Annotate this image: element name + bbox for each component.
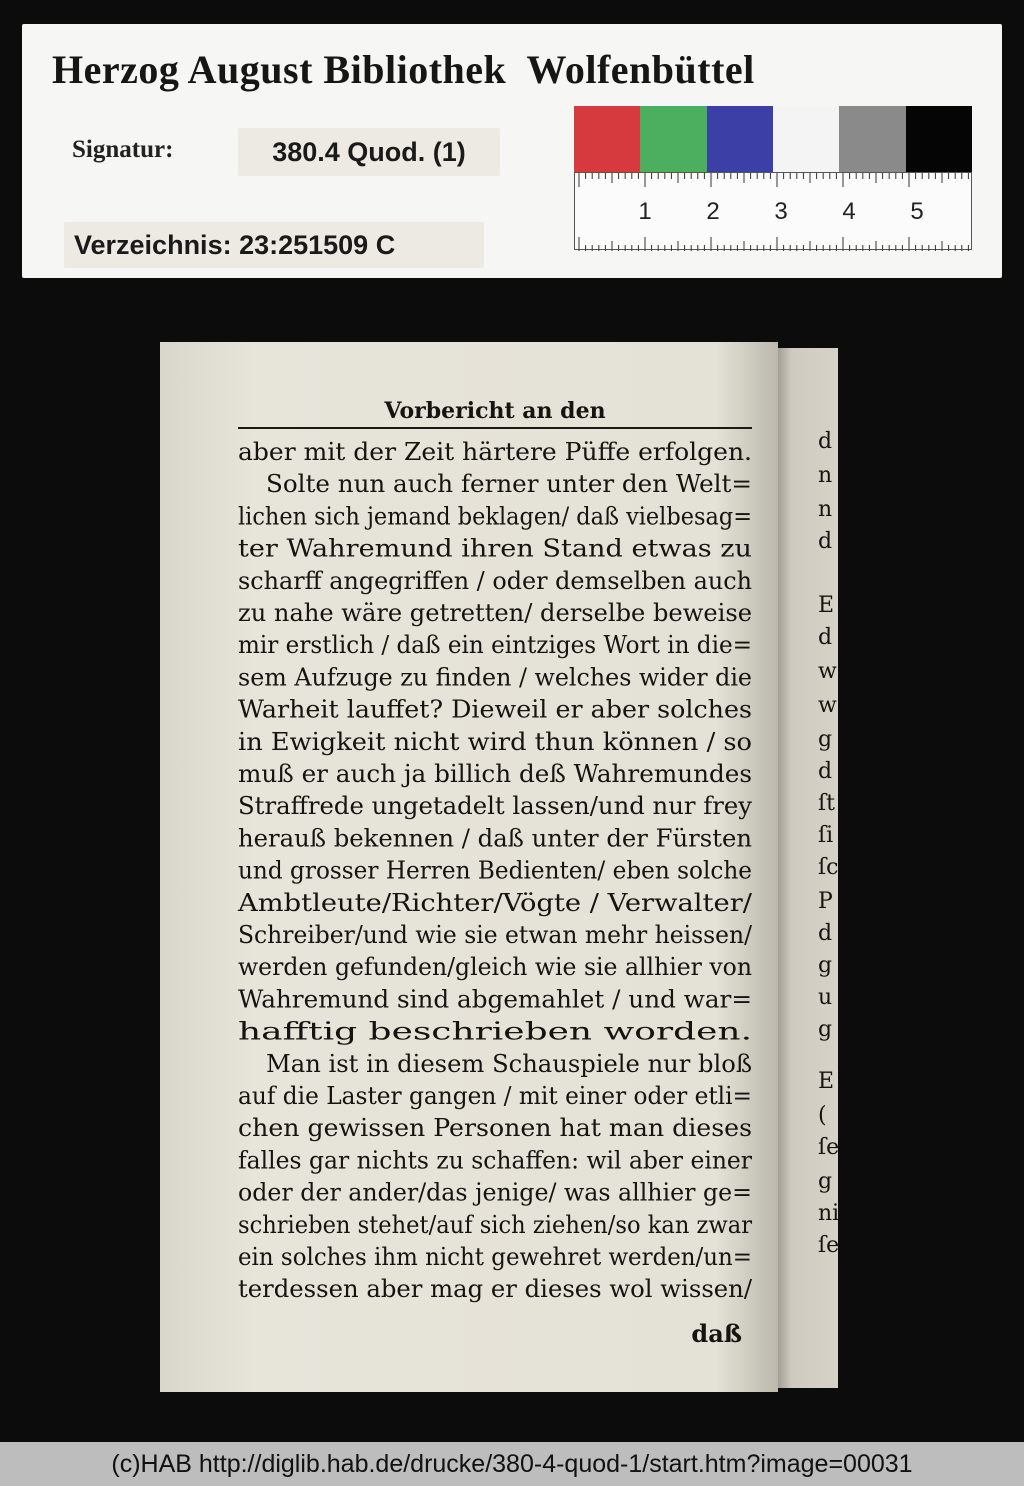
ruler-number: 3 [774, 198, 788, 225]
facing-page-fragment: E [818, 593, 835, 618]
facing-page-fragment: ſi [818, 823, 834, 848]
book-page-scan [160, 342, 840, 1392]
facing-page-fragment: n [818, 463, 833, 488]
library-title: Herzog August Bibliothek Wolfenbüttel [52, 47, 755, 92]
ruler-number: 2 [706, 198, 720, 225]
page-text-line: schrieben stehet/auf sich ziehen/so kan zwar [238, 1210, 753, 1239]
page-text-line: zu nahe wäre getretten/ derselbe beweise [238, 599, 752, 627]
page-text-line: in Ewigkeit nicht wird thun können / so [238, 727, 752, 756]
page-text-line: lichen sich jemand beklagen/ daß vielbesag= [238, 502, 752, 531]
facing-page-fragment: d [818, 921, 833, 946]
ruler-number: 1 [638, 198, 652, 225]
ruler-number: 4 [842, 198, 856, 225]
page-text-line: oder der ander/das jenige/ was allhier ge= [238, 1178, 752, 1207]
signatur-value: 380.4 Quod. (1) [238, 128, 500, 176]
facing-page-fragment: d [818, 759, 833, 784]
page-text-line: Ambtleute/Richter/Vögte / Verwalter/ [236, 888, 754, 917]
signatur-label: Signatur: [72, 136, 174, 163]
color-swatch [906, 106, 972, 172]
verzeichnis-label: Verzeichnis: 23:251509 C [64, 222, 484, 268]
page-text-line: ter Wahremund ihren Stand etwas zu [238, 534, 752, 563]
page-text-line: auf die Laster gangen / mit einer oder etli= [238, 1082, 752, 1110]
facing-page-fragment: w [818, 659, 837, 684]
page-text-line: herauß bekennen / daß unter der Fürsten [238, 824, 752, 853]
page-text-line: muß er auch ja billich deß Wahremundes [238, 760, 752, 788]
page-text-line: mir erstlich / daß ein eintziges Wort in die= [238, 631, 752, 660]
color-swatch [640, 106, 706, 172]
facing-page-fragment: u [818, 985, 833, 1010]
facing-page-fragment: ſe [818, 1233, 840, 1258]
ruler-graphic [575, 173, 973, 251]
color-swatch [839, 106, 905, 172]
page-text-line: scharff angegriffen / oder demselben auch [238, 566, 752, 595]
facing-page-fragment: ſc [818, 855, 839, 880]
page-text-line: Solte nun auch ferner unter den Welt= [266, 470, 752, 499]
page-text-line: Wahremund sind abgemahlet / und war= [238, 985, 752, 1014]
facing-page-fragment: n [818, 497, 833, 522]
color-swatch [574, 106, 640, 172]
catchword: daß [691, 1319, 742, 1348]
page-graphic [160, 342, 840, 1392]
facing-page-fragment: ni [818, 1201, 840, 1226]
facing-page-fragment: P [818, 889, 833, 914]
color-calibration-strip [574, 106, 972, 172]
facing-page-fragment: ſe [818, 1135, 840, 1160]
color-swatch [773, 106, 839, 172]
page-text-line: Straffrede ungetadelt lassen/und nur frey [238, 792, 753, 821]
source-url-footer: (c)HAB http://diglib.hab.de/drucke/380-4-quod-1/start.htm?image=00031 [0, 1442, 1024, 1486]
page-text-line: Man ist in diesem Schauspiele nur bloß [266, 1049, 752, 1078]
facing-page-fragment: g [818, 953, 833, 978]
page-text-line: sem Aufzuge zu finden / welches wider die [238, 663, 752, 692]
facing-page-fragment: g [818, 1169, 833, 1194]
page-text-block [237, 438, 753, 1303]
facing-page-fragment: d [818, 529, 833, 554]
facing-page-fragment: d [818, 625, 833, 650]
facing-page-fragment: ( [818, 1103, 827, 1128]
page-text-line: hafftig beschrieben worden. [238, 1017, 752, 1046]
facing-page-fragment: w [818, 693, 837, 718]
scale-ruler [574, 172, 972, 250]
facing-page-fragment: g [818, 727, 833, 752]
ruler-number: 5 [910, 198, 924, 225]
page-text-line: und grosser Herren Bedienten/ eben solche [238, 856, 752, 885]
facing-page-fragment: ſt [818, 791, 835, 816]
facing-page-fragment: d [818, 429, 833, 454]
facing-page-fragment: E [818, 1069, 835, 1094]
page-text-line: Schreiber/und wie sie etwan mehr heissen/ [238, 921, 753, 949]
running-head: Vorbericht an den [384, 398, 606, 424]
page-text-line: falles gar nichts zu schaffen: wil aber einer [238, 1146, 753, 1175]
facing-page-fragment: g [818, 1017, 833, 1042]
page-text-line: terdessen aber mag er dieses wol wissen/ [238, 1275, 753, 1304]
page-text-line: Warheit lauffet? Dieweil er aber solches [238, 695, 752, 724]
page-text-line: werden gefunden/gleich wie sie allhier von [238, 953, 752, 982]
page-text-line: ein solches ihm nicht gewehret werden/un= [238, 1243, 752, 1271]
color-swatch [707, 106, 773, 172]
page-text-line: aber mit der Zeit härtere Püffe erfolgen. [238, 438, 752, 466]
page-text-line: chen gewissen Personen hat man dieses [238, 1114, 752, 1143]
